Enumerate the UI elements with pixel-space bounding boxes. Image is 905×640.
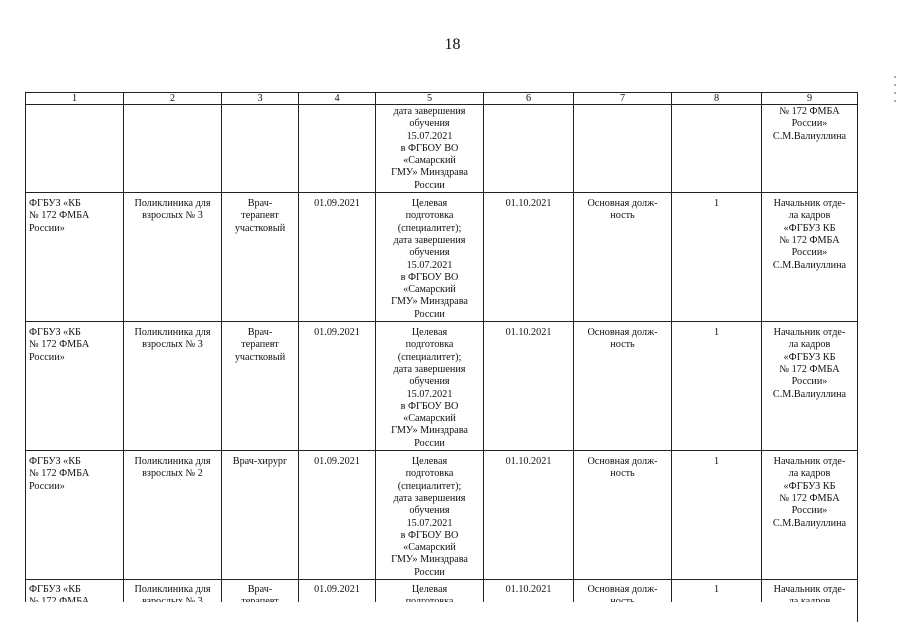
table-cell-col-9 (762, 451, 858, 580)
table-cell-col-2 (124, 105, 222, 193)
cell-line: ГМУ» Минздрава (391, 296, 468, 308)
cell-line: участковый (234, 351, 286, 363)
cell-line: России» (29, 351, 65, 363)
table-cell-col-4 (299, 193, 376, 322)
cell-line: обучения (409, 247, 450, 259)
cell-line: ность (610, 210, 635, 222)
column-header-3: 3 (222, 93, 299, 105)
cell-line: 15.07.2021 (406, 388, 453, 400)
cell-line: Начальник отде- (773, 456, 846, 468)
cell-line: С.М.Валиуллина (772, 130, 847, 142)
cell-line: 15.07.2021 (406, 517, 453, 529)
table-cell-col-2 (124, 451, 222, 580)
cell-line: Основная долж- (587, 198, 658, 210)
cell-line: ФГБУЗ «КБ (29, 198, 81, 210)
table-cell-col-6 (484, 322, 574, 451)
cell-line: подготовка (405, 339, 454, 351)
column-header-1: 1 (26, 93, 124, 105)
cell-line: Целевая (411, 583, 448, 595)
table-cell-col-5 (376, 451, 484, 580)
cell-line: России» (791, 118, 828, 130)
cell-line: № 172 ФМБА (779, 492, 840, 504)
cell-line: Поликлиника для (134, 198, 211, 210)
table-cell-col-7 (574, 105, 672, 193)
cell-line: России (414, 566, 445, 578)
cell-line: «Самарский (403, 284, 456, 296)
cell-line: взрослых № 3 (142, 339, 203, 351)
cell-line: 01.10.2021 (505, 456, 552, 468)
cell-line: С.М.Валиуллина (772, 388, 847, 400)
table-cell-col-8 (672, 451, 762, 580)
table-cell-col-2 (124, 322, 222, 451)
cell-line: ность (610, 468, 635, 480)
table-cell-col-5 (376, 322, 484, 451)
column-header-6: 6 (484, 93, 574, 105)
cell-line: 01.09.2021 (314, 327, 360, 339)
table-cell-col-1 (26, 322, 124, 451)
table-cell-col-2 (124, 193, 222, 322)
table-row (26, 451, 858, 580)
table-cell-col-3 (222, 105, 299, 193)
cell-line: «Самарский (403, 542, 456, 554)
cell-line: № 172 ФМБА (29, 210, 90, 222)
cell-line: 15.07.2021 (406, 130, 453, 142)
cell-line: Врач- (247, 198, 273, 210)
cell-line: № 172 ФМБА (779, 363, 840, 375)
document-table (25, 92, 858, 622)
table-cell-col-8 (672, 322, 762, 451)
cell-line: 01.09.2021 (314, 456, 360, 468)
table-cell-col-6 (484, 451, 574, 580)
cell-line: России (414, 308, 445, 320)
table-cell-col-7 (574, 322, 672, 451)
cell-line: взрослых № 2 (142, 468, 203, 480)
cell-line: С.М.Валиуллина (772, 517, 847, 529)
table-cell-col-9 (762, 193, 858, 322)
cell-line: «ФГБУЗ КБ (783, 222, 836, 234)
table-row (26, 193, 858, 322)
cell-line: 01.10.2021 (505, 583, 552, 595)
table-cell-col-4 (299, 105, 376, 193)
cell-line: № 172 ФМБА (779, 234, 840, 246)
cell-line: Врач- (247, 327, 273, 339)
cell-line: дата завершения (393, 234, 466, 246)
table-cell-col-5 (376, 193, 484, 322)
cell-line: «Самарский (403, 413, 456, 425)
cell-line: Начальник отде- (773, 583, 846, 595)
table-header-row (26, 93, 858, 105)
cell-line: дата завершения (393, 106, 466, 117)
table-cell-col-7 (574, 193, 672, 322)
cell-line: участковый (234, 222, 286, 234)
cell-line: Основная долж- (587, 456, 658, 468)
column-header-7: 7 (574, 93, 672, 105)
table-cell-col-8 (672, 105, 762, 193)
cell-line: (специалитет); (397, 222, 462, 234)
table-cell-col-1 (26, 105, 124, 193)
cell-line: ла кадров (788, 210, 831, 222)
cell-line: ность (610, 339, 635, 351)
cell-line: терапевт (241, 210, 279, 222)
column-header-9: 9 (762, 93, 858, 105)
cell-line: 15.07.2021 (406, 259, 453, 271)
cell-line: ФГБУЗ «КБ (29, 327, 81, 339)
cell-line: Врач-хирург (232, 456, 288, 468)
cell-line: ФГБУЗ «КБ (29, 583, 81, 595)
cell-line: ла кадров (788, 339, 831, 351)
cell-line: ГМУ» Минздрава (391, 425, 468, 437)
column-header-8: 8 (672, 93, 762, 105)
table-cell-col-3 (222, 322, 299, 451)
cell-line: дата завершения (393, 363, 466, 375)
cell-line: 1 (713, 327, 720, 339)
cell-line: России» (791, 247, 828, 259)
cell-line: № 172 ФМБА (29, 339, 90, 351)
cell-line: Основная долж- (587, 583, 658, 595)
cell-line: в ФГБОУ ВО (400, 142, 459, 154)
cell-line: Поликлиника для (134, 327, 211, 339)
cell-line: России (414, 437, 445, 449)
cell-line: Целевая (411, 456, 448, 468)
cell-line: «ФГБУЗ КБ (783, 351, 836, 363)
cell-line: России» (791, 505, 828, 517)
cell-line: ла кадров (788, 468, 831, 480)
cell-line: России» (29, 480, 65, 492)
cell-line: подготовка (405, 210, 454, 222)
table-cell-col-8 (672, 193, 762, 322)
cell-line: 01.09.2021 (314, 198, 360, 210)
cell-line: взрослых № 3 (142, 210, 203, 222)
column-header-4: 4 (299, 93, 376, 105)
cell-line: России» (29, 222, 65, 234)
cell-line: России (414, 179, 445, 191)
cell-line: ГМУ» Минздрава (391, 554, 468, 566)
cell-line: обучения (409, 376, 450, 388)
cell-line: 1 (713, 583, 720, 595)
cell-line: № 172 ФМБА (29, 468, 90, 480)
cell-line: «Самарский (403, 155, 456, 167)
cell-line: Начальник отде- (773, 327, 846, 339)
cell-line: Целевая (411, 198, 448, 210)
cell-line: Поликлиника для (134, 456, 211, 468)
cell-line: терапевт (241, 339, 279, 351)
cell-line: (специалитет); (397, 480, 462, 492)
cell-line: 01.10.2021 (505, 198, 552, 210)
cell-line: России» (791, 376, 828, 388)
table-cell-col-6 (484, 105, 574, 193)
column-header-5: 5 (376, 93, 484, 105)
cell-line: 1 (713, 198, 720, 210)
table-row (26, 322, 858, 451)
table-cell-col-3 (222, 451, 299, 580)
page-cutoff (25, 602, 857, 640)
cell-line: ГМУ» Минздрава (391, 167, 468, 179)
table-cell-col-7 (574, 451, 672, 580)
table-cell-col-3 (222, 193, 299, 322)
cell-line: обучения (409, 118, 450, 130)
table-cell-col-1 (26, 193, 124, 322)
table-cell-col-6 (484, 193, 574, 322)
cell-line: Врач- (247, 583, 273, 595)
cell-line: Целевая (411, 327, 448, 339)
table-cell-col-5 (376, 105, 484, 193)
table-cell-col-9 (762, 105, 858, 193)
cell-line: в ФГБОУ ВО (400, 271, 459, 283)
cell-line: № 172 ФМБА (779, 106, 840, 117)
cell-line: дата завершения (393, 492, 466, 504)
cell-line: 01.10.2021 (505, 327, 552, 339)
cell-line: в ФГБОУ ВО (400, 400, 459, 412)
cell-line: (специалитет); (397, 351, 462, 363)
table-cell-col-1 (26, 451, 124, 580)
table-cell-col-4 (299, 451, 376, 580)
cell-line: в ФГБОУ ВО (400, 529, 459, 541)
cell-line: Основная долж- (587, 327, 658, 339)
cell-line: подготовка (405, 468, 454, 480)
cell-line: 01.09.2021 (314, 583, 360, 595)
cell-line: Начальник отде- (773, 198, 846, 210)
column-header-2: 2 (124, 93, 222, 105)
table-cell-col-4 (299, 322, 376, 451)
cell-line: С.М.Валиуллина (772, 259, 847, 271)
cell-line: ФГБУЗ «КБ (29, 456, 81, 468)
scan-margin-marks (891, 70, 899, 130)
cell-line: 1 (713, 456, 720, 468)
table-row (26, 105, 858, 193)
table-cell-col-9 (762, 322, 858, 451)
cell-line: Поликлиника для (134, 583, 211, 595)
cell-line: «ФГБУЗ КБ (783, 480, 836, 492)
cell-line: обучения (409, 505, 450, 517)
page-number: 18 (444, 36, 461, 53)
